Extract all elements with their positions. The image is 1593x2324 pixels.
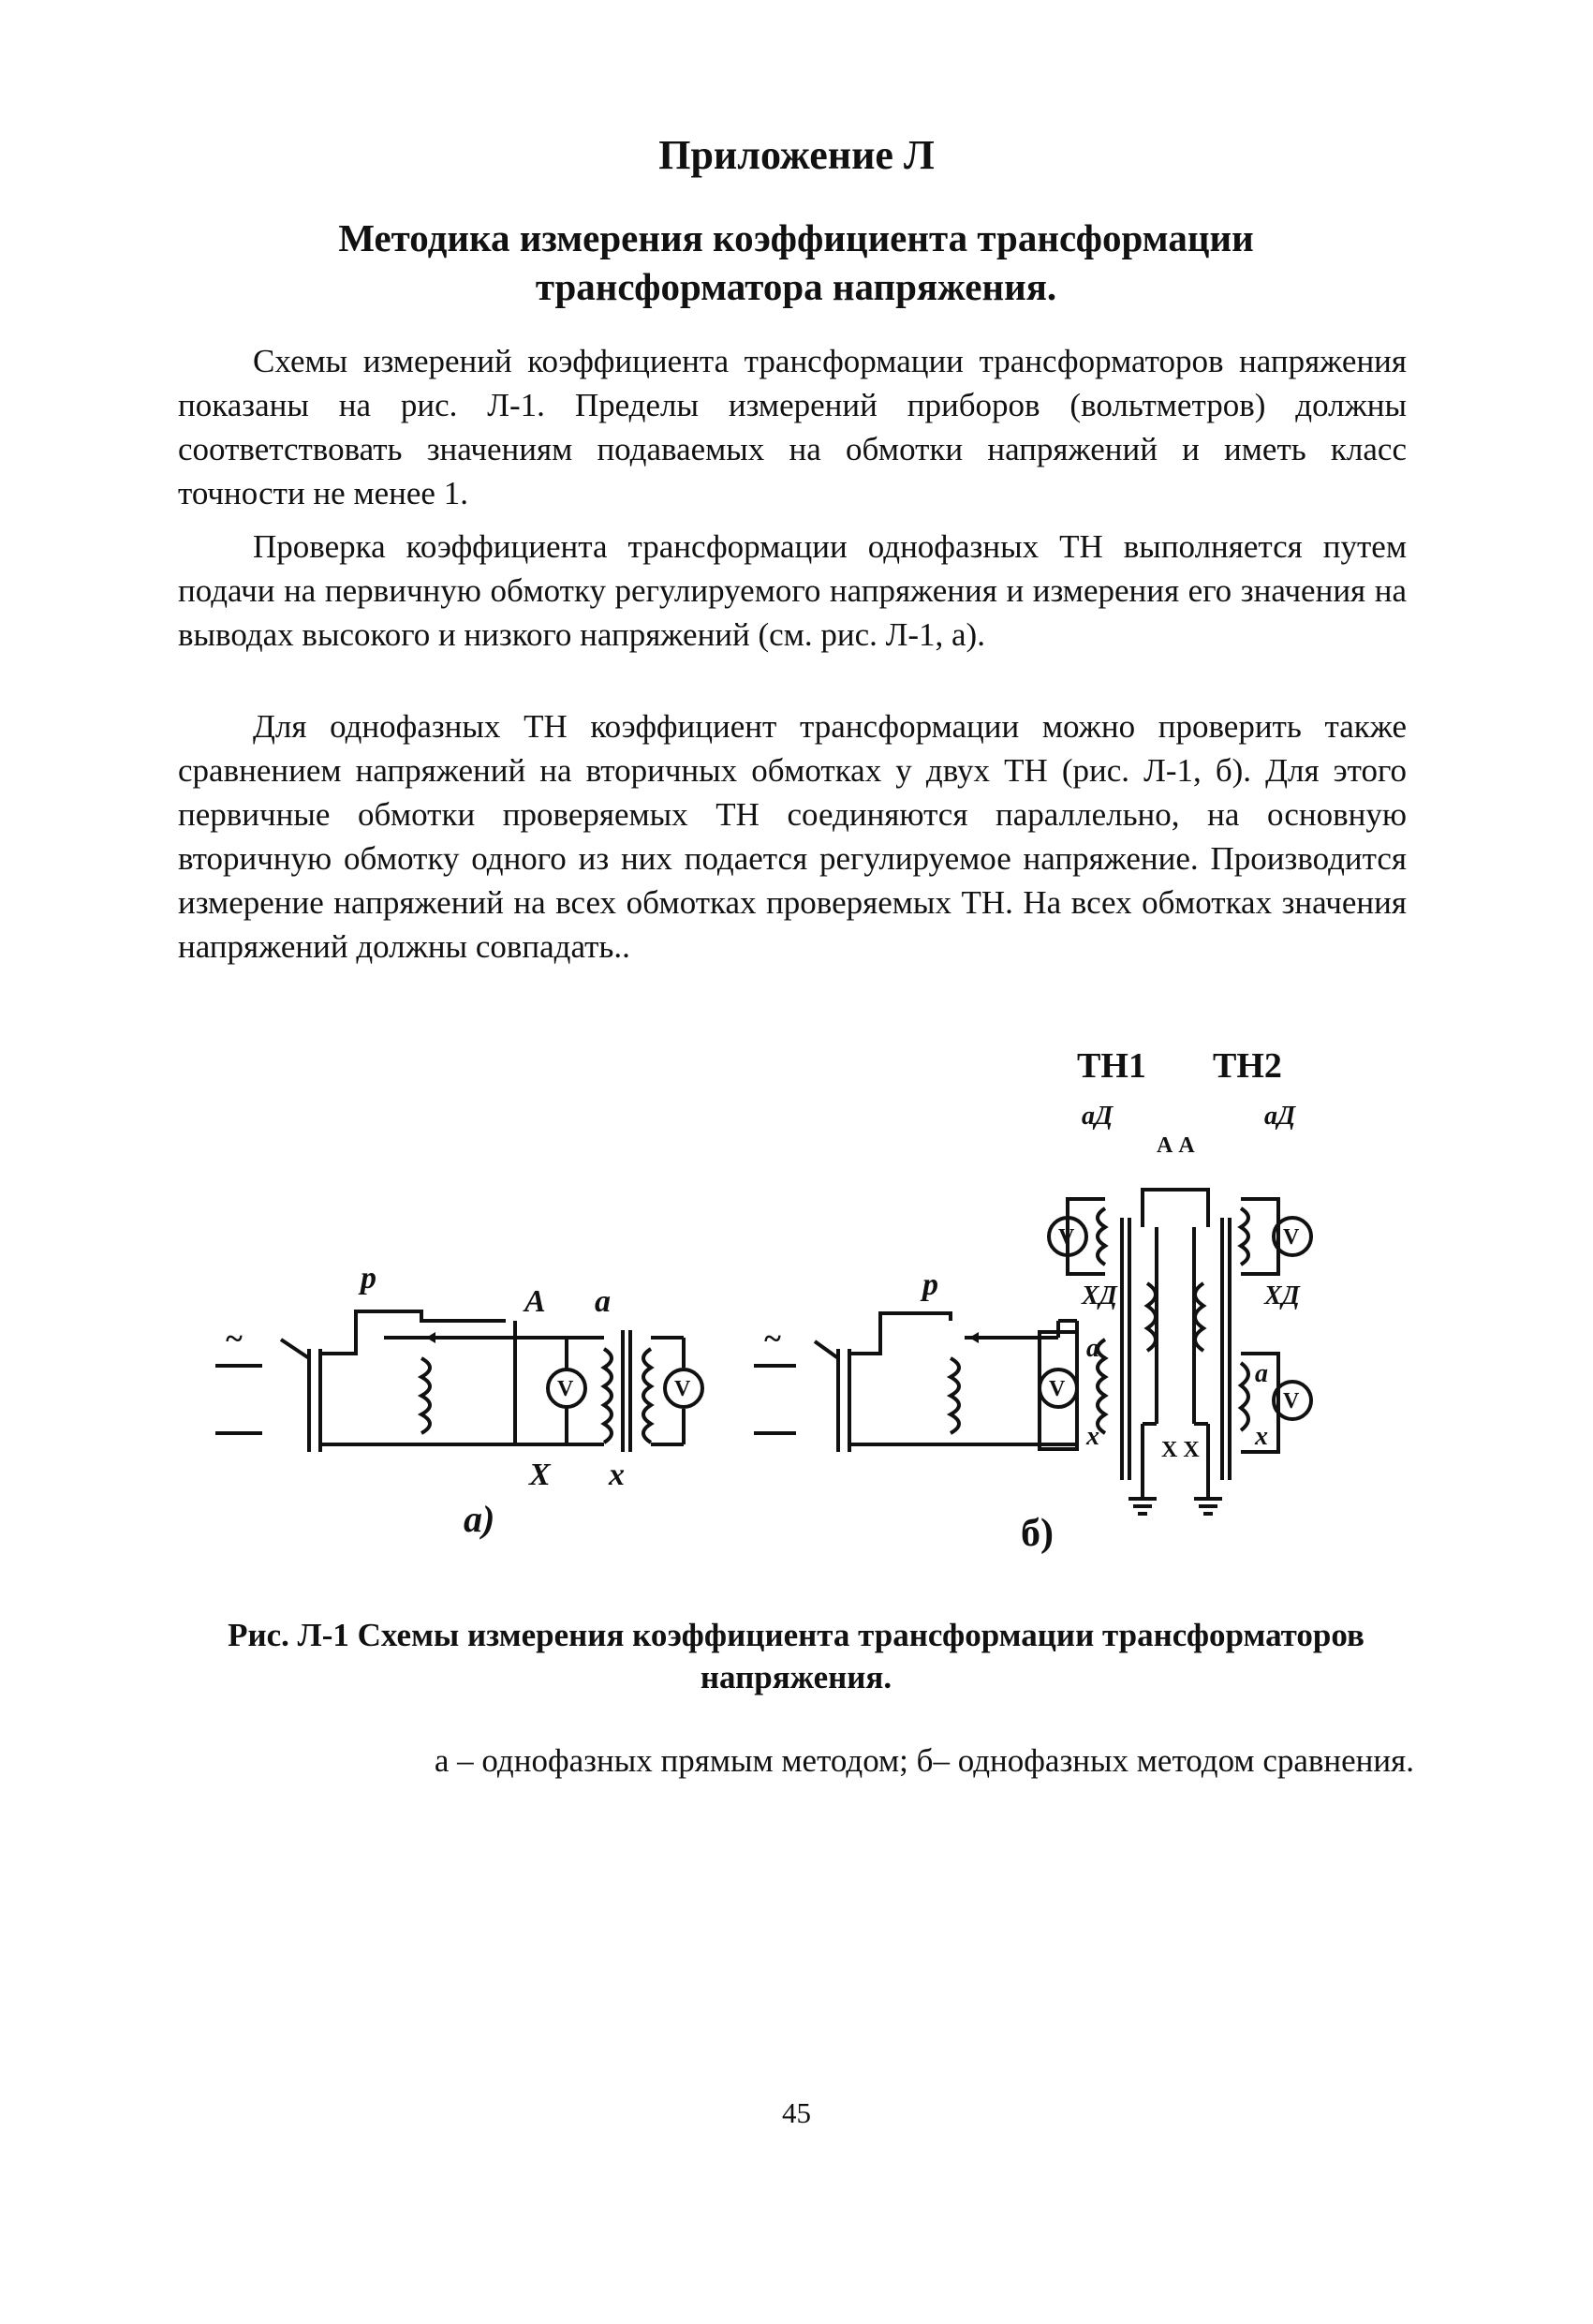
primary-top-label: А А	[1157, 1133, 1195, 1158]
scheme-b-sublabel: б)	[1021, 1512, 1054, 1555]
regulator-label-a: р	[361, 1261, 376, 1295]
tn2-label: ТН2	[1213, 1046, 1282, 1086]
paragraph-3: Для однофазных ТН коэффициент трансформации можно проверить также сравнением напряжений на вторичных обмотках у двух ТН (рис. Л-1, б). Для этого первичные обмотки проверяемых ТН соединяются параллельно, на основную вторичную обмотку одного из них подается регулируемое напряжение. Производится измерение напряжений на всех обмотках проверяемых ТН. На всех обмотках значения напряжений должны совпадать..	[178, 708, 1407, 965]
secondary-start-a: а	[595, 1284, 611, 1319]
aux-start-label: аД	[1082, 1102, 1114, 1131]
primary-end-a: Х	[529, 1458, 551, 1492]
primary-coil-tn1	[1147, 1283, 1156, 1351]
source-label-a: ~	[225, 1322, 243, 1356]
scheme-b-wiring	[754, 1190, 1278, 1514]
page-number: 45	[782, 2096, 811, 2129]
paragraph-2: Проверка коэффициента трансформации однофазных ТН выполняется путем подачи на первичную обмотку регулируемого напряжения и измерения его значения на выводах высокого и низкого напряжений (см. рис. Л-1, а).	[178, 528, 1407, 653]
main-secondary-coil-tn2	[1241, 1363, 1248, 1430]
primary-start-a: А	[524, 1284, 546, 1319]
aux-secondary-coil-tn1	[1098, 1208, 1105, 1265]
circuit-diagrams	[206, 1040, 1442, 1564]
aux-end-label: ХД	[1082, 1281, 1117, 1310]
section-title: Методика измерения коэффициента трансформации трансформатора напряжения.	[338, 216, 1254, 308]
secondary-end-a: х	[609, 1458, 625, 1492]
main2-start-label: а	[1255, 1359, 1268, 1388]
aux2-end-label: ХД	[1264, 1281, 1300, 1310]
figure-caption-title: Рис. Л-1 Схемы измерения коэффициента трансформации трансформаторов напряжения.	[228, 1617, 1364, 1695]
arrowhead-a	[426, 1332, 435, 1343]
secondary-coil-a	[643, 1349, 651, 1443]
aux-secondary-coil-tn2	[1241, 1208, 1248, 1265]
regulator-coil-b	[951, 1358, 959, 1433]
aux2-start-label: аД	[1264, 1102, 1296, 1131]
voltmeter-label-b2: V	[1058, 1225, 1075, 1250]
circuit-figure	[206, 1040, 1442, 1564]
regulator-label-b: р	[922, 1267, 938, 1302]
voltmeter-label-a2: V	[674, 1377, 691, 1401]
voltmeter-label-a1: V	[557, 1377, 574, 1401]
voltmeter-label-b4: V	[1283, 1389, 1300, 1414]
source-label-b: ~	[763, 1322, 782, 1356]
main-end-label: х	[1086, 1422, 1099, 1451]
scheme-a-wiring	[215, 1311, 684, 1452]
appendix-title: Приложение Л	[658, 132, 935, 178]
main2-end-label: х	[1255, 1422, 1268, 1451]
arrowhead-b	[969, 1332, 979, 1343]
paragraph-1: Схемы измерений коэффициента трансформации трансформаторов напряжения показаны на рис. Л-1. Пределы измерений приборов (вольтметров) должны соответствовать значениям подаваемых на обмотки напряжений и иметь класс точности не менее 1.	[178, 343, 1407, 511]
main-start-label: а	[1086, 1334, 1099, 1363]
voltmeter-label-b3: V	[1283, 1225, 1300, 1250]
tn1-label: ТН1	[1077, 1046, 1146, 1086]
primary-coil-a	[604, 1349, 612, 1443]
regulator-coil-a	[421, 1358, 430, 1433]
scheme-a-sublabel: а)	[464, 1498, 495, 1540]
figure-caption-legend: а – однофазных прямым методом; б– однофазных методом сравнения.	[434, 1742, 1414, 1779]
primary-coil-tn2	[1195, 1283, 1203, 1351]
voltmeter-label-b1: V	[1049, 1377, 1066, 1401]
primary-bottom-label: Х Х	[1161, 1438, 1200, 1462]
